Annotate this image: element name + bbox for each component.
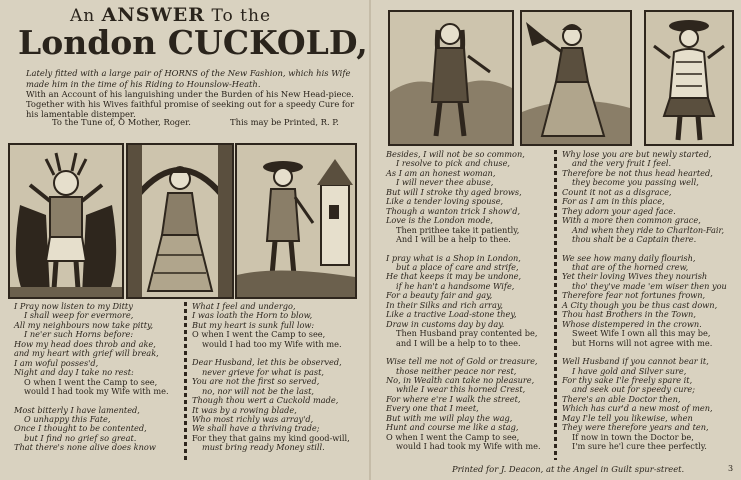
verse-line: Whose distempered in the crown. — [562, 318, 702, 329]
verse-line: Though thou wert a Cuckold made, — [192, 395, 339, 406]
verse-line: May I'le tell you likewise, when — [562, 412, 693, 423]
verse-line: I ne'er such Horns before: — [24, 329, 134, 340]
verse-line: With a more then common grace, — [562, 215, 701, 226]
verse-line: I am woful posses'd, — [14, 357, 99, 368]
verse-line: I Pray now listen to my Ditty — [14, 301, 133, 311]
verse-line: Once I thought to be contented, — [14, 423, 147, 434]
verse-line: All my neighbours now take pitty, — [14, 319, 154, 330]
lady-with-fan-icon — [520, 10, 632, 146]
verse-line: Every one that I meet, — [386, 403, 479, 414]
tune-text: To the Tune of, O Mother, Roger. — [52, 117, 191, 127]
verse-line: but Horns will not agree with me. — [572, 337, 713, 348]
tune-line — [52, 117, 372, 127]
verse-line: Most bitterly I have lamented, — [14, 404, 140, 415]
verse-line: Draw in customs day by day. — [386, 318, 505, 329]
verse-line: He that keeps it may be undone, — [386, 271, 522, 282]
verse-line: If now in town the Doctor be, — [572, 431, 694, 442]
verse-line: But will I stroke thy aged brows, — [386, 186, 522, 197]
verse-line: but I find no grief so great. — [24, 432, 137, 443]
verse-line: Hunt and course me like a stag, — [386, 422, 519, 433]
verse-line: Besides, I will not be so common, — [386, 149, 525, 159]
verse-line: but a place of care and strife, — [396, 261, 519, 272]
verse-column-3 — [386, 150, 552, 452]
cavalier-icon — [644, 10, 734, 146]
verse-line: For where e're I walk the street, — [386, 393, 521, 404]
page-number: 3 — [728, 464, 734, 473]
verse-line: no, nor will not be the last, — [202, 385, 314, 396]
verse-line: We shall have a thriving trade; — [192, 423, 320, 434]
verse-line: They adorn your aged face. — [562, 205, 676, 216]
gallant-with-building-icon — [235, 143, 357, 299]
title-word-tothe: To the — [211, 6, 271, 26]
verse-line: and I will be a help to to thee. — [396, 337, 521, 348]
verse-line: and my heart with grief will break, — [14, 348, 159, 359]
verse-line: O when I went the Camp to see, — [386, 431, 520, 442]
verse-line: Therefore be not thus head hearted, — [562, 167, 713, 178]
verse-line: For they that gains my kind good-will, — [192, 432, 350, 443]
printer-imprint: Printed for J. Deacon, at the Angel in Guilt spur-street. — [452, 464, 685, 474]
verse-line: Like a tractive Load-stone they, — [386, 309, 517, 320]
verse-line: Then prithee take it patiently, — [396, 224, 520, 235]
verse-line: In their Silks and rich array, — [386, 299, 503, 310]
verse-line: For as I am in this place, — [562, 196, 665, 207]
verse-line: those neither peace nor rest, — [396, 365, 517, 376]
verse-line: would I had too my Wife with me. — [202, 338, 342, 349]
verse-line: Night and day I take no rest: — [14, 367, 134, 378]
verse-line: Well Husband if you cannot bear it, — [562, 356, 709, 367]
verse-line: would I had took my Wife with me. — [396, 441, 541, 452]
title-word-answer: ANSWER — [101, 4, 206, 26]
verse-line: They were therefore years and ten, — [562, 422, 709, 433]
verse-line: that are of the horned crew, — [572, 261, 689, 272]
verse-line: I shall weep for evermore, — [24, 310, 134, 321]
intro-text: Lately fitted with a large pair of HORNS of the New Fashion, which his Wife made him in the time of his Riding to Hounslow-Heath. — [26, 68, 351, 89]
verse-line: Yet their loving Wives they nourish — [562, 271, 708, 282]
verse-line: Though a wanton trick I show'd, — [386, 205, 521, 216]
verse-line: Then Husband pray contented be, — [396, 328, 538, 339]
verse-line: would I had took my Wife with me. — [24, 386, 169, 397]
verse-line: they become you passing well, — [572, 177, 699, 188]
verse-line: For a beauty fair and gay, — [386, 290, 493, 301]
verse-column-4 — [562, 150, 738, 452]
verse-line: For thy sake I'le freely spare it, — [562, 374, 693, 385]
verse-line: O unhappy this Fate, — [24, 413, 111, 424]
verse-line: But with me will play the wag, — [386, 412, 513, 423]
verse-line: We see how many daily flourish, — [562, 252, 696, 263]
verse-line: How my head does throb and ake, — [14, 338, 156, 349]
verse-line: if he han't a handsome Wife, — [396, 280, 515, 291]
column-divider-right — [554, 150, 557, 460]
verse-line: tho' they've made 'em wiser then you — [572, 280, 727, 291]
verse-line: Thou hast Brothers in the Town, — [562, 309, 696, 320]
verse-line: never grieve for what is past, — [202, 366, 324, 377]
verse-line: Dear Husband, let this be observed, — [192, 357, 342, 368]
verse-line: Who most richly was array'd, — [192, 413, 314, 424]
verse-line: must bring ready Money still. — [202, 442, 325, 453]
verse-line: And when they ride to Charlton-Fair, — [572, 224, 725, 235]
column-divider-left — [184, 302, 187, 462]
cuckold-figure-icon — [8, 143, 124, 299]
verse-line: thou shalt be a Captain there. — [572, 234, 697, 245]
verse-column-1 — [14, 302, 182, 453]
verse-line: There's an able Doctor then, — [562, 393, 681, 404]
verse-line: Which has cur'd a new most of men, — [562, 403, 713, 414]
verse-line: It was by a rowing blade, — [192, 404, 297, 415]
verse-line: I pray what is a Shop in London, — [386, 252, 521, 263]
intro-text-2: With an Account of his languishing under the Burden of his New Head-piece. Together with his Wives faithful promise of seeking out for a speedy Cure for his lamentable distemper. — [26, 89, 355, 119]
verse-line: while I wear this horned Crest, — [396, 384, 526, 395]
page-fold — [369, 0, 371, 480]
verse-line: Sweet Wife I own all this may be, — [572, 328, 711, 339]
verse-line: and seek out for speedy cure; — [572, 384, 696, 395]
verse-line: Like a tender loving spouse, — [386, 196, 504, 207]
verse-line: I have gold and Silver sure, — [572, 365, 687, 376]
verse-line: As I am an honest woman, — [386, 167, 496, 178]
verse-line: But my heart is sunk full low: — [192, 319, 315, 330]
verse-line: and the very fruit I feel. — [572, 158, 672, 169]
verse-line: Count it not as a disgrace, — [562, 186, 672, 197]
verse-line: What I feel and undergo, — [192, 301, 296, 311]
title-word-an: An — [70, 6, 96, 26]
verse-line: O when I went the Camp to see, — [24, 376, 158, 387]
verse-line: And I will be a help to thee. — [396, 234, 511, 245]
verse-column-2 — [192, 302, 368, 453]
verse-line: O when I went the Camp to see, — [192, 329, 326, 340]
gentleman-icon — [388, 10, 514, 146]
title-line-2: London CUCKOLD, — [18, 23, 368, 62]
verse-line: Why lose you are but newly started, — [562, 149, 712, 159]
verse-line: I resolve to pick and chuse, — [396, 158, 511, 169]
verse-line: I'm sure he'l cure thee perfectly. — [572, 441, 707, 452]
licence-text: This may be Printed, R. P. — [230, 117, 339, 127]
verse-line: Therefore fear not fortunes frown, — [562, 290, 706, 301]
verse-line: I was loath the Horn to blow, — [192, 310, 313, 321]
lady-under-arch-icon — [126, 143, 234, 299]
verse-line: Wise tell me not of Gold or treasure, — [386, 356, 538, 367]
verse-line: No, in Wealth can take no pleasure, — [386, 374, 535, 385]
verse-line: I will never thee abuse, — [396, 177, 494, 188]
verse-line: You are not the first so served, — [192, 376, 320, 387]
verse-line: A City though you be thus cast down, — [562, 299, 718, 310]
verse-line: Love is the London mode, — [386, 215, 493, 226]
verse-line: That there's none alive does know — [14, 442, 156, 453]
